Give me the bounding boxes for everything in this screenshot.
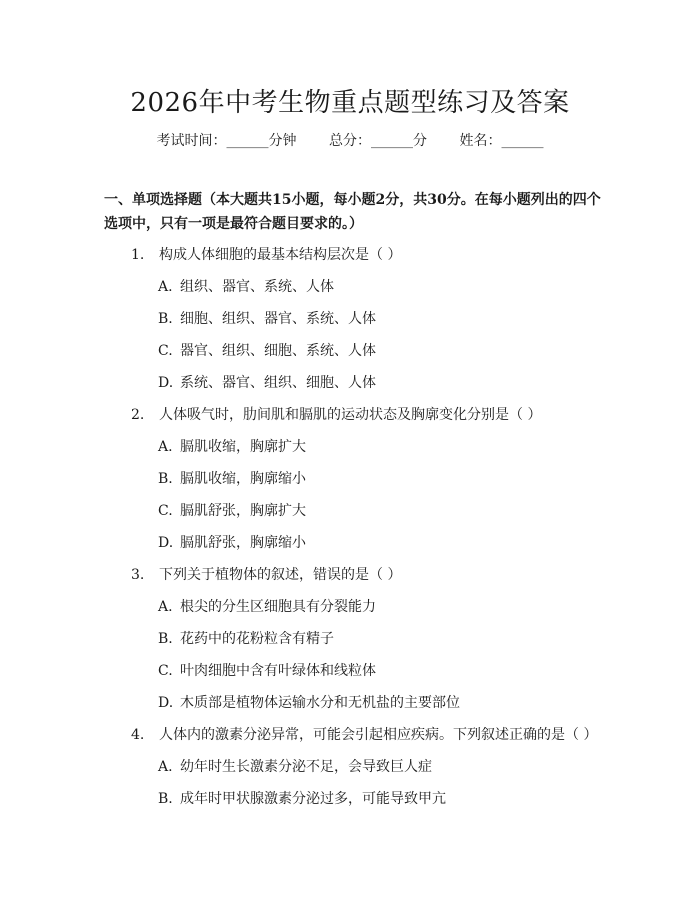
- option-letter: D.: [158, 535, 174, 551]
- option-letter: D.: [158, 375, 174, 391]
- question-number: 4.: [131, 727, 145, 743]
- page-title: 2026年中考生物重点题型练习及答案: [130, 88, 570, 118]
- option-letter: A.: [158, 439, 173, 455]
- exam-time-field: 考试时间：______分钟: [156, 133, 297, 149]
- option-letter: B.: [158, 631, 173, 647]
- option-2d: [158, 532, 306, 552]
- option-text: 幼年时生长激素分泌不足，会导致巨人症: [180, 759, 432, 775]
- question-text: 下列关于植物体的叙述，错误的是（ ）: [159, 567, 402, 583]
- option-letter: A.: [158, 279, 173, 295]
- option-letter: C.: [158, 663, 173, 679]
- total-score-field: 总分：______分: [329, 133, 427, 149]
- question-4: [131, 724, 597, 744]
- question-text: 人体内的激素分泌异常，可能会引起相应疾病。下列叙述正确的是（ ）: [159, 727, 598, 743]
- option-text: 膈肌收缩，胸廓扩大: [180, 439, 306, 455]
- option-text: 细胞、组织、器官、系统、人体: [180, 311, 376, 327]
- question-text: 人体吸气时，肋间肌和膈肌的运动状态及胸廓变化分别是（ ）: [159, 407, 542, 423]
- option-text: 组织、器官、系统、人体: [180, 279, 334, 295]
- option-text: 膈肌舒张，胸廓扩大: [180, 503, 306, 519]
- option-text: 花药中的花粉粒含有精子: [180, 631, 334, 647]
- option-letter: B.: [158, 471, 173, 487]
- option-text: 根尖的分生区细胞具有分裂能力: [180, 599, 376, 615]
- question-1: [131, 244, 401, 264]
- option-text: 木质部是植物体运输水分和无机盐的主要部位: [180, 695, 460, 711]
- option-letter: C.: [158, 343, 173, 359]
- option-4b: [158, 788, 446, 808]
- option-3d: [158, 692, 460, 712]
- question-2: [131, 404, 541, 424]
- option-4a: [158, 756, 432, 776]
- question-3: [131, 564, 401, 584]
- name-field: 姓名：______: [459, 133, 544, 149]
- option-1b: [158, 308, 376, 328]
- option-2c: [158, 500, 306, 520]
- option-1c: [158, 340, 376, 360]
- option-text: 成年时甲状腺激素分泌过多，可能导致甲亢: [180, 791, 446, 807]
- question-number: 1.: [131, 247, 145, 263]
- question-text: 构成人体细胞的最基本结构层次是（ ）: [159, 247, 402, 263]
- section-heading: 一、单项选择题（本大题共15小题，每小题2分，共30分。在每小题列出的四个选项中，只有一项是最符合题目要求的。）: [104, 192, 601, 232]
- option-letter: B.: [158, 311, 173, 327]
- question-number: 3.: [131, 567, 145, 583]
- option-text: 叶肉细胞中含有叶绿体和线粒体: [180, 663, 376, 679]
- option-letter: C.: [158, 503, 173, 519]
- exam-meta: [0, 130, 700, 150]
- option-text: 膈肌收缩，胸廓缩小: [180, 471, 306, 487]
- option-letter: B.: [158, 791, 173, 807]
- question-number: 2.: [131, 407, 145, 423]
- option-1a: [158, 276, 334, 296]
- option-text: 膈肌舒张，胸廓缩小: [180, 535, 306, 551]
- option-3a: [158, 596, 376, 616]
- option-letter: A.: [158, 599, 173, 615]
- option-2a: [158, 436, 306, 456]
- option-letter: A.: [158, 759, 173, 775]
- option-1d: [158, 372, 376, 392]
- option-text: 系统、器官、组织、细胞、人体: [180, 375, 376, 391]
- option-3b: [158, 628, 334, 648]
- option-2b: [158, 468, 306, 488]
- option-letter: D.: [158, 695, 174, 711]
- option-text: 器官、组织、细胞、系统、人体: [180, 343, 376, 359]
- option-3c: [158, 660, 376, 680]
